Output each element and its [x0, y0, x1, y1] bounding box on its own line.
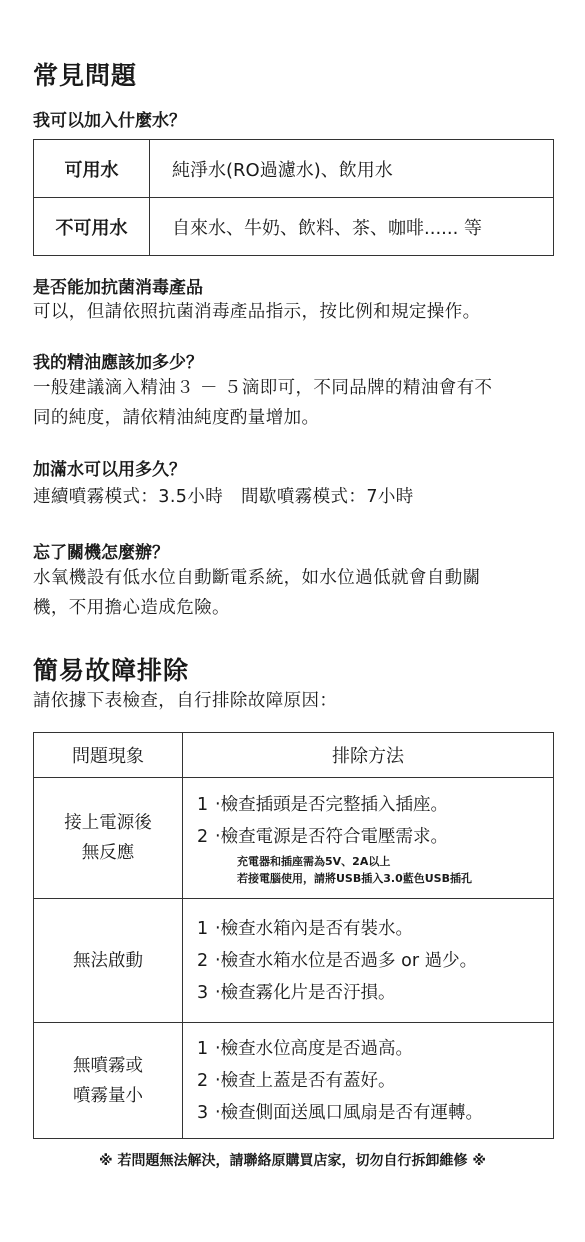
answer-line: 機，不用擔心造成危險。	[33, 598, 230, 618]
table-row	[34, 140, 554, 198]
answer-forgot-power-off	[33, 563, 558, 623]
solution-cell	[183, 899, 554, 1023]
water-allowed-value: 純淨水(RO過濾水)、飲用水	[150, 140, 554, 198]
problem-line: 接上電源後	[64, 813, 152, 833]
answer-line: 水氧機設有低水位自動斷電系統，如水位過低就會自動關	[33, 568, 481, 588]
solution-step: 2 ‧檢查上蓋是否有蓋好。	[197, 1070, 396, 1091]
question-forgot-power-off: 忘了關機怎麼辦？	[33, 543, 169, 563]
solution-step: 1 ‧檢查水位高度是否過高。	[197, 1038, 414, 1059]
water-allowed-label: 可用水	[34, 140, 150, 198]
answer-run-time: 連續噴霧模式：3.5小時 間歇噴霧模式：7小時	[33, 487, 414, 507]
solution-step: 3 ‧檢查霧化片是否汙損。	[197, 982, 396, 1003]
problem-line: 無反應	[81, 843, 135, 863]
faq-title: 常見問題	[33, 61, 138, 90]
answer-essential-oil	[33, 373, 558, 433]
answer-line: 同的純度，請依精油純度酌量增加。	[33, 408, 320, 428]
solution-step: 2 ‧檢查電源是否符合電壓需求。	[197, 827, 449, 847]
header-problem: 問題現象	[34, 733, 183, 778]
table-row	[34, 1023, 554, 1139]
table-row	[34, 198, 554, 256]
usb-note: 若接電腦使用，請將USB插入3.0藍色USB插孔	[237, 872, 472, 885]
solution-cell	[183, 1023, 554, 1139]
water-forbidden-label: 不可用水	[34, 198, 150, 256]
header-solution: 排除方法	[183, 733, 554, 778]
table-row	[34, 778, 554, 899]
question-water-type: 我可以加入什麼水？	[33, 111, 186, 131]
power-note: 充電器和插座需為5V、2A以上	[237, 855, 391, 868]
answer-antibacterial: 可以，但請依照抗菌消毒產品指示，按比例和規定操作。	[33, 302, 481, 322]
problem-cell	[34, 899, 183, 1023]
solution-step: 1 ‧檢查水箱內是否有裝水。	[197, 918, 414, 939]
answer-line: 一般建議滴入精油３ － ５滴即可，不同品牌的精油會有不	[33, 378, 493, 398]
water-forbidden-value: 自來水、牛奶、飲料、茶、咖啡...... 等	[150, 198, 554, 256]
solution-step: 2 ‧檢查水箱水位是否過多 or 過少。	[197, 950, 478, 971]
footer-warning: ※ 若問題無法解決，請聯絡原購買店家，切勿自行拆卸維修 ※	[99, 1153, 486, 1169]
question-run-time: 加滿水可以用多久？	[33, 460, 186, 480]
table-header-row	[34, 733, 554, 778]
troubleshoot-title: 簡易故障排除	[33, 656, 190, 685]
table-row	[34, 899, 554, 1023]
solution-step: 1 ‧檢查插頭是否完整插入插座。	[197, 795, 449, 815]
problem-cell	[34, 1023, 183, 1139]
problem-line: 無法啟動	[73, 950, 143, 971]
solution-cell	[183, 778, 554, 899]
troubleshoot-intro: 請依據下表檢查，自行排除故障原因：	[33, 691, 338, 711]
troubleshoot-table	[33, 732, 554, 1139]
question-essential-oil: 我的精油應該加多少？	[33, 353, 203, 373]
question-antibacterial: 是否能加抗菌消毒產品	[33, 278, 203, 298]
problem-cell	[34, 778, 183, 899]
problem-line: 噴霧量小	[73, 1085, 143, 1106]
water-type-table	[33, 139, 554, 256]
problem-line: 無噴霧或	[73, 1055, 143, 1076]
solution-step: 3 ‧檢查側面送風口風扇是否有運轉。	[197, 1102, 484, 1123]
